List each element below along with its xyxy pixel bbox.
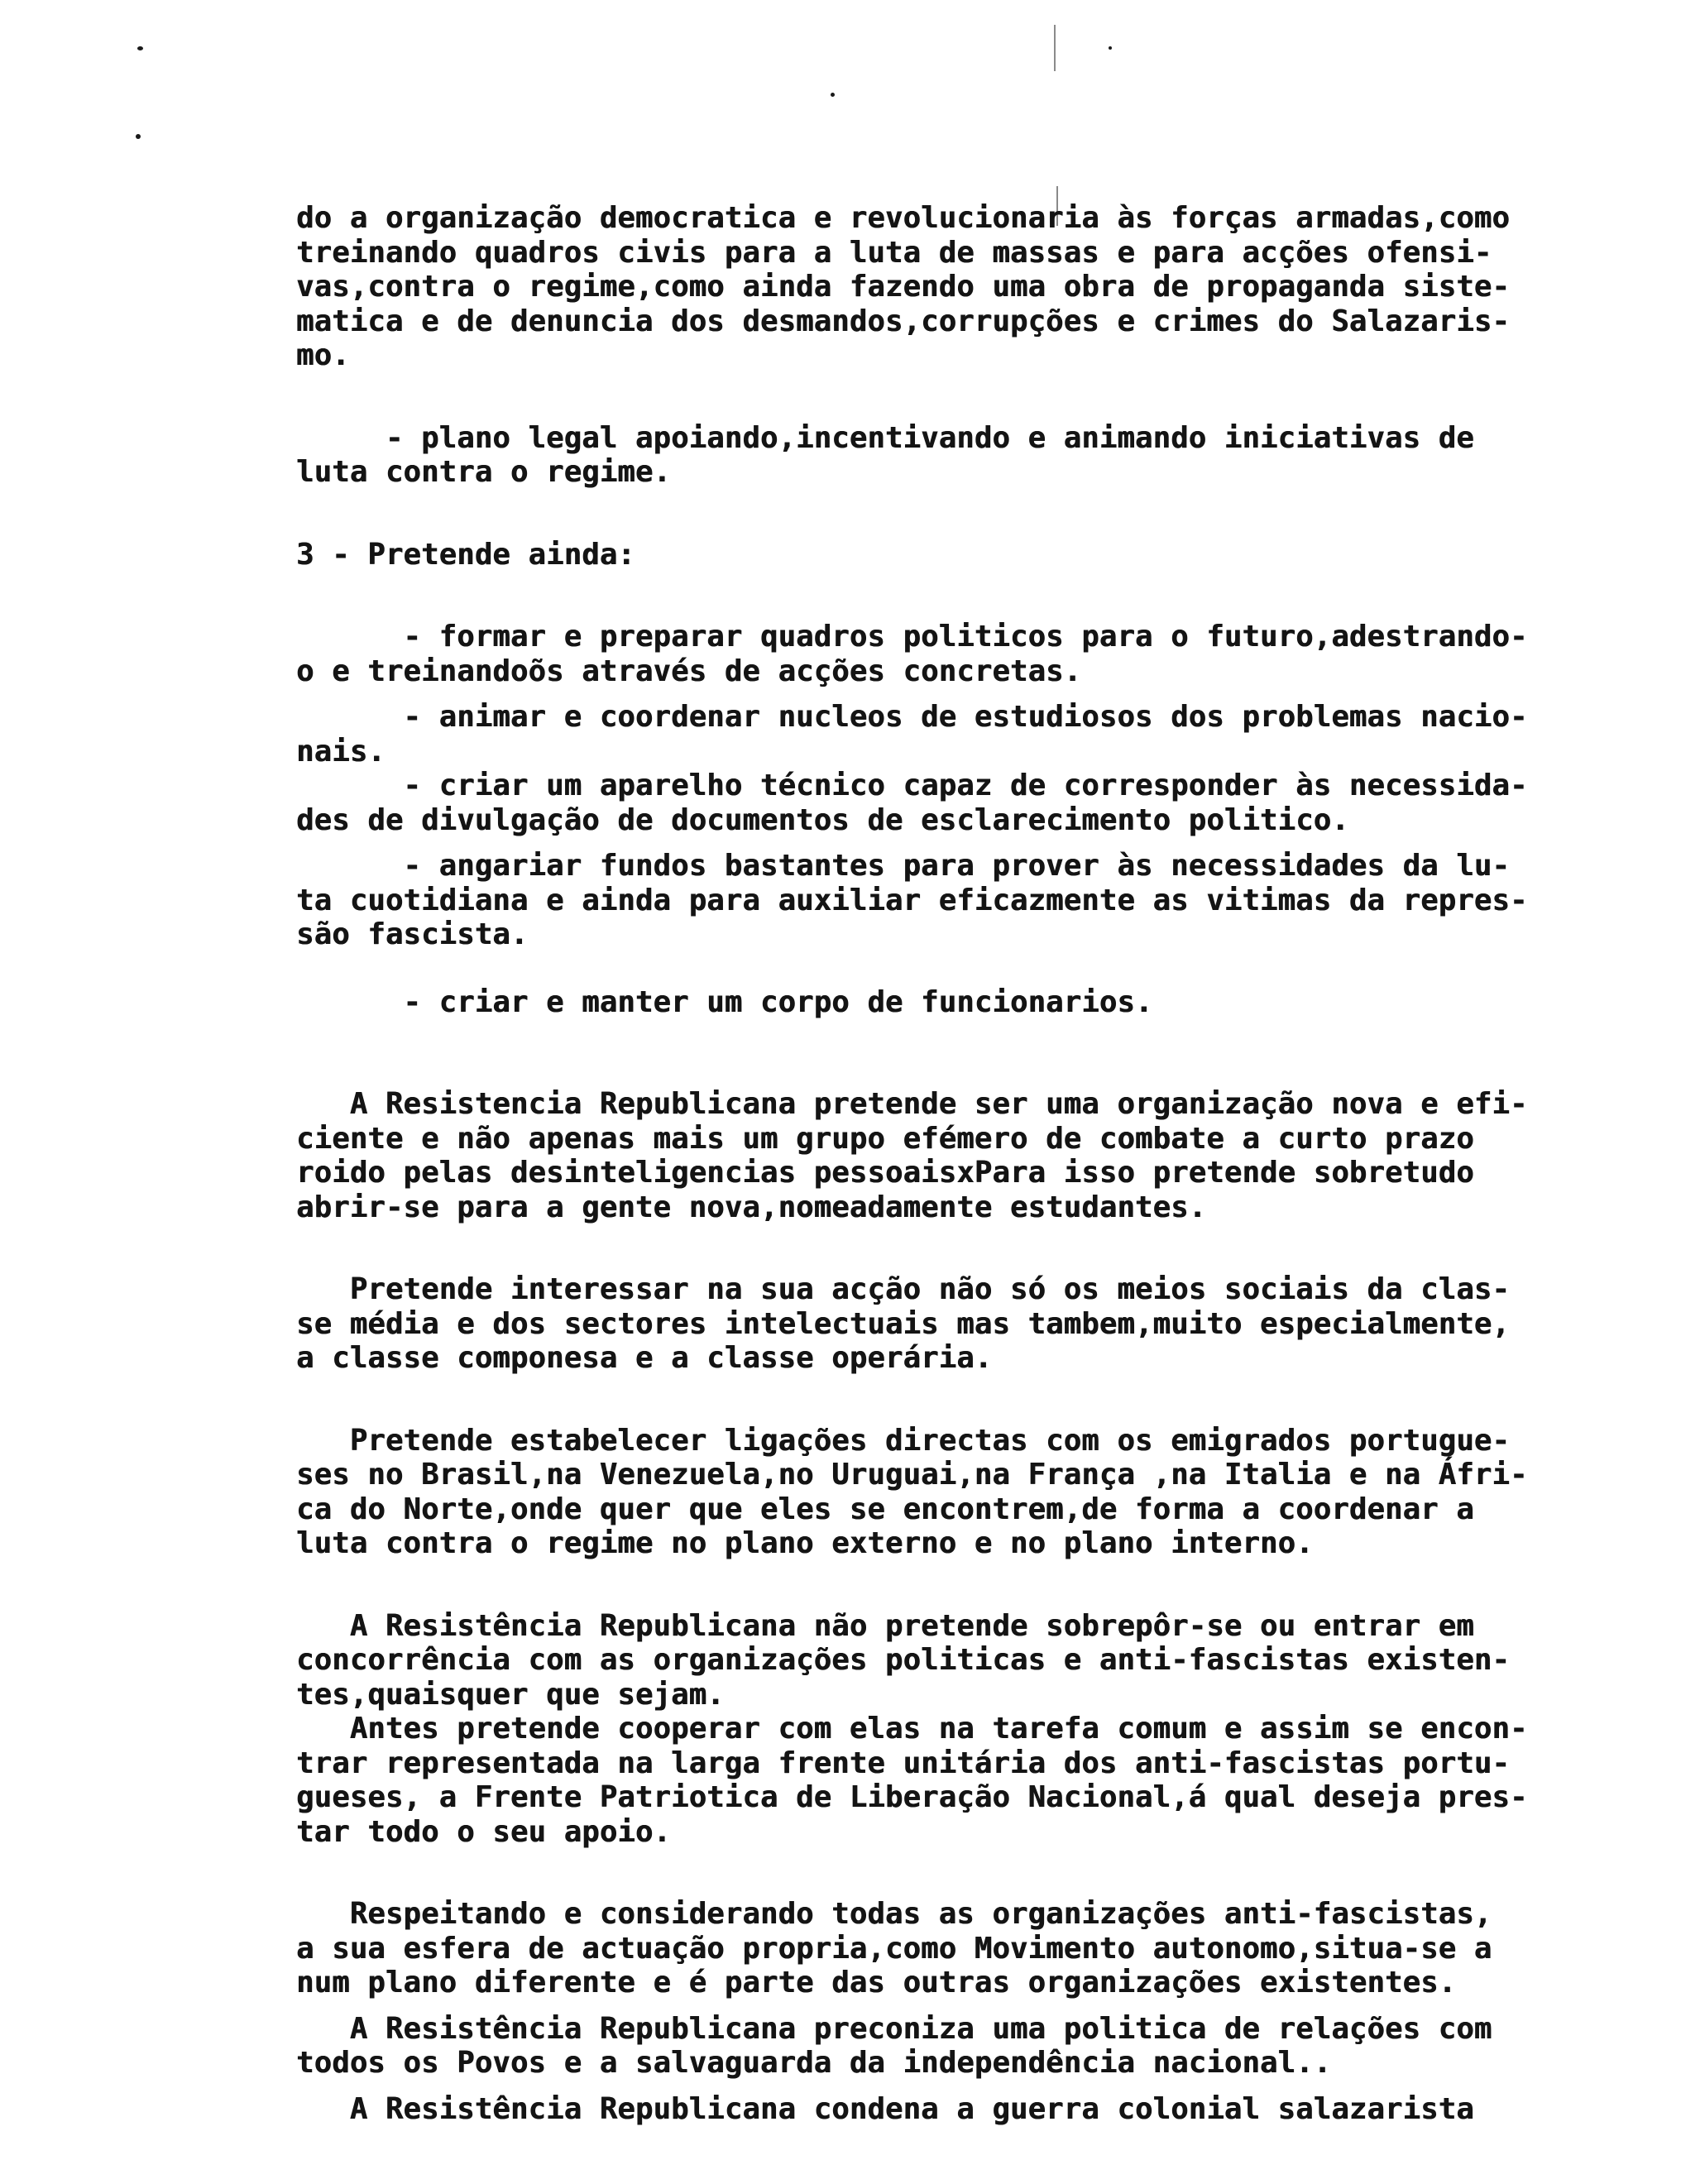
scan-speck [1109,46,1112,50]
text-line: Pretende estabelecer ligações directas com os emigrados portugue- [296,1423,1510,1458]
text-line: Pretende interessar na sua acção não só os meios sociais da clas- [296,1272,1510,1306]
text-line: são fascista. [296,917,529,951]
text-line: luta contra o regime. [296,455,672,489]
text-line: Respeitando e considerando todas as organizações anti-fascistas, [296,1897,1492,1931]
scan-speck [137,46,143,50]
text-line: abrir-se para a gente nova,nomeadamente estudantes. [296,1190,1207,1224]
section-heading: 3 - Pretende ainda: [296,537,635,572]
text-line: tes,quaisquer que sejam. [296,1677,725,1712]
text-line: des de divulgação de documentos de esclarecimento politico. [296,802,1349,837]
text-line: trar representada na larga frente unitária dos anti-fascistas portu- [296,1746,1510,1780]
scan-fold-line [1054,25,1056,71]
text-line: ciente e não apenas mais um grupo efémero de combate a curto prazo [296,1121,1474,1156]
text-line: o e treinandoõs através de acções concretas. [296,654,1082,688]
scan-speck [831,93,835,97]
text-line: Antes pretende cooperar com elas na tarefa comum e assim se encon- [296,1712,1528,1746]
text-line: treinando quadros civis para a luta de massas e para acções ofensi- [296,235,1492,270]
text-line: - criar e manter um corpo de funcionarios. [296,984,1153,1019]
text-line: A Resistência Republicana não pretende sobrepôr-se ou entrar em [296,1608,1474,1643]
document-body [296,201,1620,2126]
text-line: concorrência com as organizações politicas e anti-fascistas existen- [296,1643,1510,1677]
text-line: A Resistência Republicana condena a guerra colonial salazarista [296,2091,1474,2126]
text-line: ta cuotidiana e ainda para auxiliar eficazmente as vitimas da repres- [296,883,1528,917]
scan-speck [136,134,141,139]
text-line: ca do Norte,onde quer que eles se encontrem,de forma a coordenar a [296,1492,1474,1526]
text-line: vas,contra o regime,como ainda fazendo uma obra de propaganda siste- [296,270,1510,304]
text-line: todos os Povos e a salvaguarda da independência nacional.. [296,2046,1332,2080]
text-line: - formar e preparar quadros politicos para o futuro,adestrando- [296,620,1528,654]
text-line: a sua esfera de actuação propria,como Movimento autonomo,situa-se a [296,1931,1492,1966]
text-line: matica e de denuncia dos desmandos,corrupções e crimes do Salazaris- [296,304,1510,338]
text-line: - angariar fundos bastantes para prover às necessidades da lu- [296,849,1510,883]
text-line: - plano legal apoiando,incentivando e animando iniciativas de [296,420,1474,455]
text-line: do a organização democratica e revolucionaria às forças armadas,como [296,201,1510,235]
text-line: mo. [296,338,350,372]
text-line: gueses, a Frente Patriotica de Liberação Nacional,á qual deseja pres- [296,1780,1528,1814]
text-line: ses no Brasil,na Venezuela,no Uruguai,na França ,na Italia e na Áfri- [296,1458,1528,1492]
text-line: - criar um aparelho técnico capaz de corresponder às necessida- [296,769,1528,802]
text-line: num plano diferente e é parte das outras organizações existentes. [296,1966,1457,2000]
text-line: a classe componesa e a classe operária. [296,1341,993,1375]
text-line: se média e dos sectores intelectuais mas tambem,muito especialmente, [296,1306,1510,1341]
text-line: tar todo o seu apoio. [296,1814,672,1849]
text-line: A Resistencia Republicana pretende ser uma organização nova e efi- [296,1087,1528,1121]
text-line: luta contra o regime no plano externo e no plano interno. [296,1526,1314,1560]
text-line: roido pelas desinteligencias pessoaisxPara isso pretende sobretudo [296,1156,1474,1190]
text-line: A Resistência Republicana preconiza uma politica de relações com [296,2011,1492,2046]
text-line: nais. [296,734,386,769]
text-line: - animar e coordenar nucleos de estudiosos dos problemas nacio- [296,700,1528,734]
